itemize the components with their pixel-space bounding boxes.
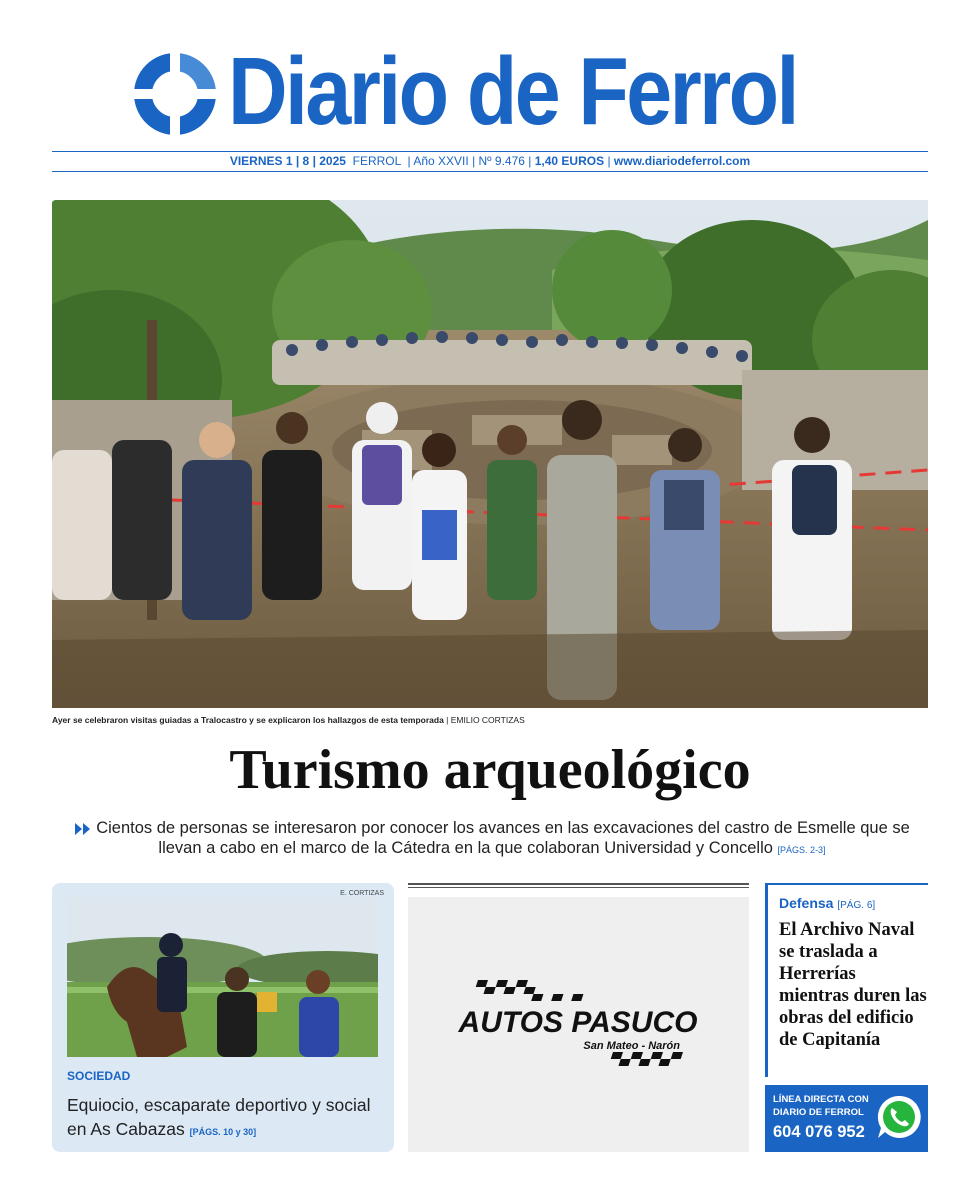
defensa-accent-bar	[765, 885, 768, 1077]
double-arrow-icon	[74, 823, 92, 835]
dateline-website[interactable]: www.diariodeferrol.com	[613, 154, 751, 168]
photo-credit: EMILIO CORTIZAS	[450, 715, 525, 725]
defensa-section-label: Defensa	[779, 895, 834, 911]
ad-logo	[408, 970, 749, 1080]
lead-deck-text: Cientos de personas se interesaron por conocer los avances en las excavaciones del castro de Esmelle que se llevan a cabo en el marco de la Cátedra en la que colaboran Universidad y Concello	[96, 819, 910, 857]
society-headline-text: Equiocio, escaparate deportivo y social en As Cabazas	[67, 1095, 371, 1139]
photo-caption-text: Ayer se celebraron visitas guiadas a Tralocastro y se explicaron los hallazgos de esta temporada	[52, 715, 444, 725]
whatsapp-label-line2: DIARIO DE FERROL	[773, 1107, 864, 1118]
dateline-year: Año XXVII	[413, 154, 469, 168]
masthead-rule-bottom	[52, 171, 928, 172]
logo-mark	[134, 53, 216, 135]
checkered-flag-icon	[471, 980, 588, 1001]
photo-caption: Ayer se celebraron visitas guiadas a Tralocastro y se explicaron los hallazgos de esta temporada | EMILIO CORTIZAS	[52, 715, 525, 725]
ad-tagline: San Mateo - Narón	[583, 1040, 680, 1052]
whatsapp-icon	[875, 1093, 923, 1141]
defensa-headline[interactable]: El Archivo Naval se traslada a Herrerías mientras duren las obras del edificio de Capitanía	[779, 920, 927, 1050]
society-section: SOCIEDAD	[67, 1069, 131, 1083]
lead-deck-pages[interactable]: [PÁGS. 2-3]	[777, 845, 826, 855]
society-photo	[67, 897, 378, 1057]
society-pages[interactable]: [PÁGS. 10 y 30]	[189, 1127, 257, 1137]
lead-deck	[60, 818, 924, 862]
ad-brand: AUTOS PASUCO	[458, 1006, 698, 1039]
defensa-rule	[765, 883, 928, 885]
dateline-issue: Nº 9.476	[478, 154, 525, 168]
defensa-section	[779, 893, 929, 913]
hero-photo	[52, 200, 928, 708]
ad-rule-thin	[408, 887, 749, 888]
dateline: VIERNES 1 | 8 | 2025 FERROL | Año XXVII | Nº 9.476 | 1,40 EUROS | www.diariodeferrol.com	[229, 154, 751, 168]
defensa-pages[interactable]: [PÁG. 6]	[837, 900, 876, 911]
dateline-date: VIERNES 1 | 8 | 2025	[229, 154, 346, 168]
dateline-city: FERROL	[352, 154, 401, 168]
dateline-price: 1,40 EUROS	[534, 154, 605, 168]
whatsapp-label	[773, 1093, 883, 1119]
whatsapp-label-line1: LÍNEA DIRECTA CON	[773, 1094, 869, 1105]
masthead-title: Diario de Ferrol	[228, 38, 797, 145]
society-photo-credit: E. CORTIZAS	[340, 890, 384, 897]
lead-headline[interactable]: Turismo arqueológico	[229, 739, 751, 801]
society-headline[interactable]	[67, 1093, 387, 1141]
ad-rule	[408, 883, 749, 885]
whatsapp-number[interactable]: 604 076 952	[773, 1123, 865, 1141]
